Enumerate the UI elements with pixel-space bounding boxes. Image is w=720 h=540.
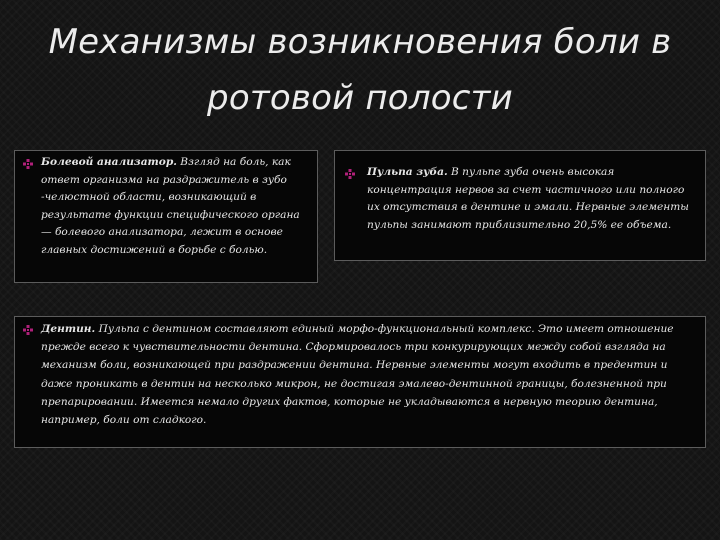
diamond-bullet-icon bbox=[23, 325, 33, 335]
paragraph-body: Взгляд на боль, как ответ организма на раздражитель в зубо -челюстной области, возникающий в результате функции специфического органа — болевого анализатора, лежит в основе главных достижений в борьбе с болью. bbox=[41, 156, 300, 256]
paragraph-dentin bbox=[41, 320, 699, 429]
paragraph-heading: Пульпа зуба. bbox=[367, 166, 448, 178]
paragraph-pain-analyzer bbox=[41, 154, 309, 260]
slide-title bbox=[20, 14, 700, 126]
diamond-bullet-icon bbox=[345, 169, 355, 179]
text-box-dentin bbox=[14, 316, 706, 448]
paragraph-heading: Дентин. bbox=[41, 323, 96, 335]
paragraph-heading: Болевой анализатор. bbox=[41, 156, 177, 168]
text-box-pain-analyzer bbox=[14, 150, 318, 283]
text-box-tooth-pulp bbox=[334, 150, 706, 261]
paragraph-body: Пульпа с дентином составляют единый морфо-функциональный комплекс. Это имеет отношение прежде всего к чувствительности дентина. Сформировалось три конкурирующих между собой взгляда на механизм боли, возникающей при раздражении дентина. Нервные элементы могут входить в предентин и даже проникать в дентин на несколько микрон, не достигая эмалево-дентинной границы, болезненной при препарировании. Имеется немало других фактов, которые не укладываются в нервную теорию дентина, например, боли от сладкого. bbox=[41, 323, 674, 427]
slide-title-line-2: ротовой полости bbox=[207, 78, 513, 118]
diamond-bullet-icon bbox=[23, 159, 33, 169]
paragraph-tooth-pulp bbox=[367, 164, 697, 234]
paragraph-body: В пульпе зуба очень высокая концентрация нервов за счет частичного или полного их отсутствия в дентине и эмали. Нервные элементы пульпы занимают приблизительно 20,5% ее объема. bbox=[367, 166, 689, 231]
slide-title-line-1: Механизмы возникновения боли в bbox=[48, 22, 672, 62]
